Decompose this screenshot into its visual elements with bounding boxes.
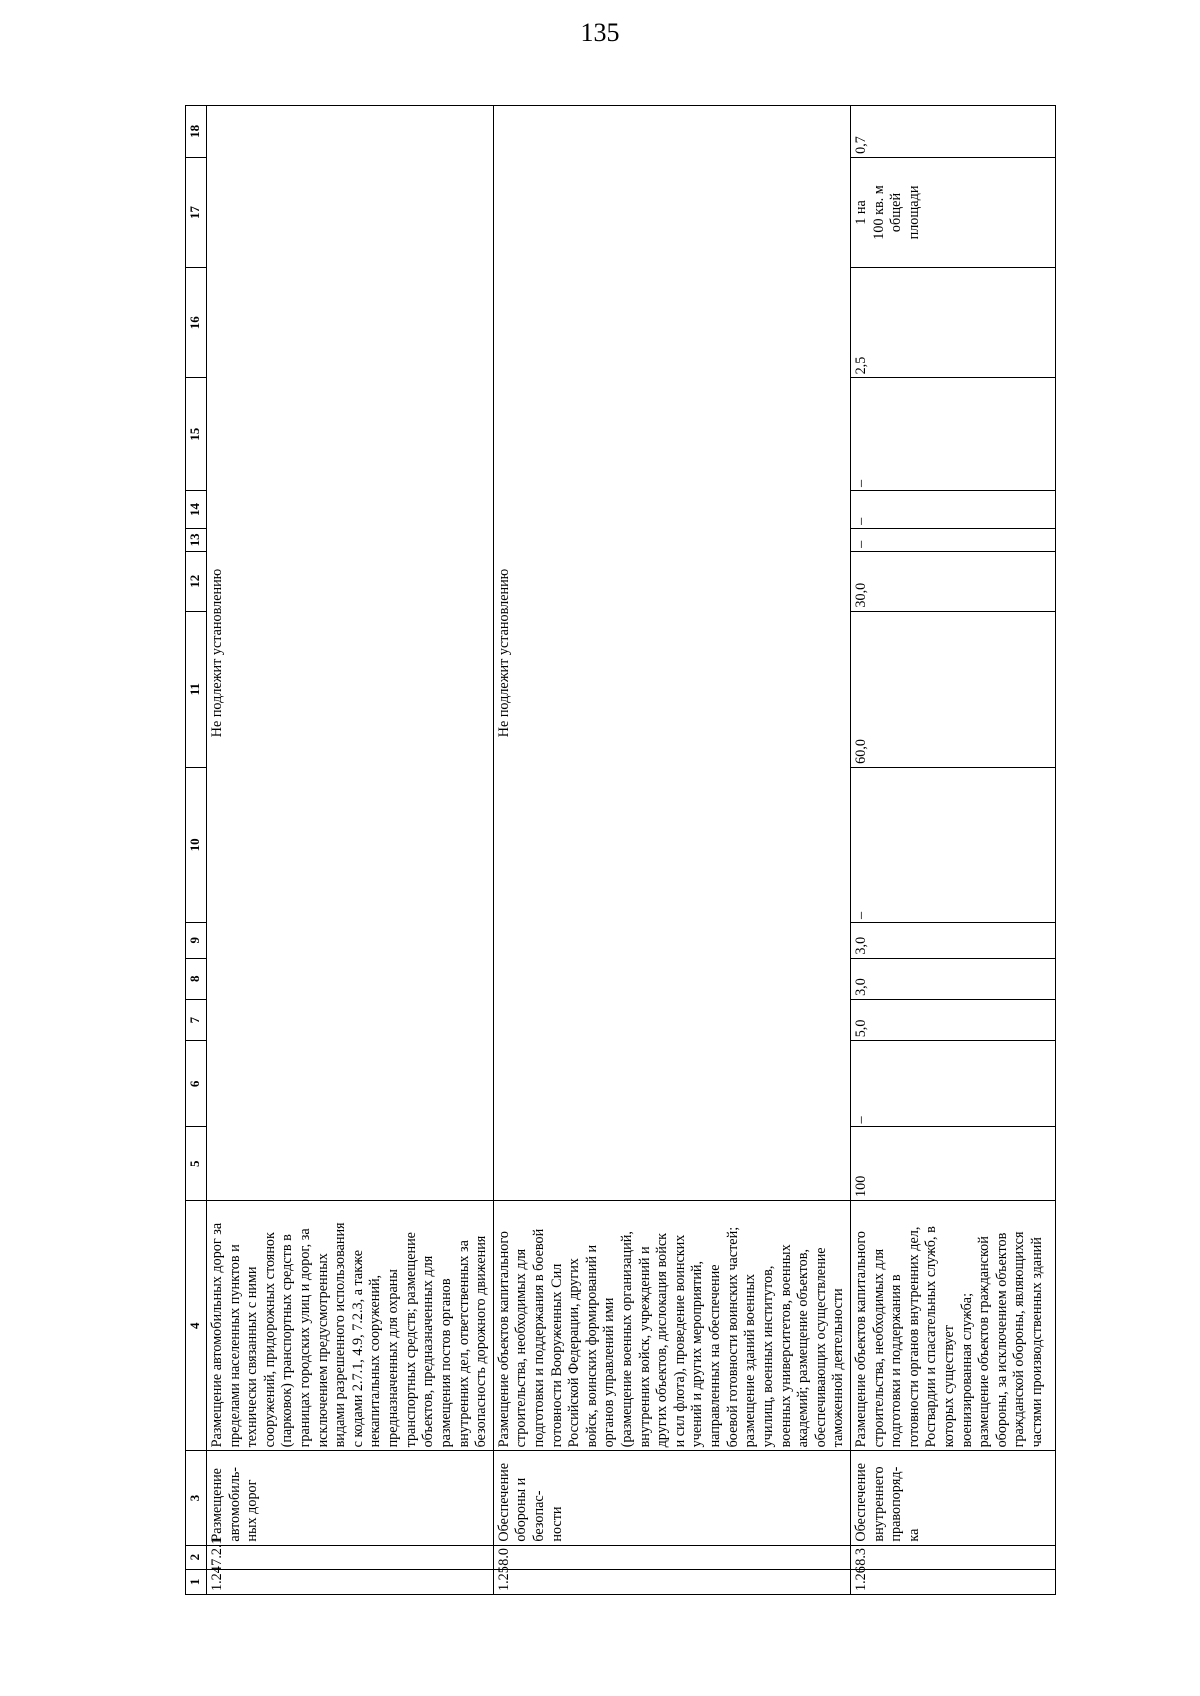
description-line: видами разрешенного использования (332, 1222, 349, 1448)
row-number-cell: 1.26 (850, 1569, 1055, 1594)
description-line: других объектов, дислокация войск (654, 1232, 671, 1448)
description-line: Размещение автомобильных дорог за (209, 1222, 225, 1448)
description-cell (493, 1200, 850, 1450)
description-line: размещение объектов гражданской (976, 1236, 993, 1448)
header-cell: 9 (186, 922, 207, 958)
code-cell: 8.0 (493, 1545, 850, 1569)
value-cell: 30,0 (850, 551, 1055, 611)
description-line: технически связанных с ними (244, 1266, 261, 1448)
description-line: направленных на обеспечение (707, 1264, 724, 1448)
description-line: подготовки и поддержания в боевой (530, 1228, 547, 1448)
header-cell: 5 (186, 1127, 207, 1201)
name-line: ных дорог (244, 1479, 261, 1542)
name-line: Размещение (209, 1468, 225, 1542)
value-cell: 60,0 (850, 611, 1055, 767)
value-cell: – (850, 528, 1055, 551)
header-cell: 15 (186, 378, 207, 491)
page-number: 135 (580, 18, 620, 47)
description-line: готовности органов внутренних дел, (905, 1226, 922, 1448)
description-line: внутренних войск, учреждений и (636, 1246, 653, 1448)
code-cell: 8.3 (850, 1545, 1055, 1569)
description-line: частями производственных зданий (1029, 1237, 1046, 1448)
value-cell: 2,5 (850, 268, 1055, 378)
description-line: боевой готовности воинских частей; (724, 1226, 741, 1448)
header-cell: 4 (186, 1200, 207, 1450)
header-row (186, 106, 207, 1595)
name-line: автомобиль- (226, 1466, 243, 1542)
header-cell: 3 (186, 1451, 207, 1545)
not-applicable-cell: Не подлежит установлению (493, 106, 850, 1201)
name-line: ка (905, 1528, 922, 1542)
header-cell: 10 (186, 767, 207, 922)
header-cell: 14 (186, 491, 207, 529)
header-cell: 2 (186, 1545, 207, 1569)
regulations-table (185, 105, 1056, 1595)
description-line: границах городских улиц и дорог, за (297, 1228, 314, 1448)
value-cell: 100 (850, 1127, 1055, 1201)
description-line: училищ, военных институтов, (759, 1265, 776, 1448)
value-cell: 0,7 (850, 106, 1055, 158)
rotated-table (185, 105, 1046, 1595)
description-line: безопасность дорожного движения (473, 1235, 490, 1448)
row-number-cell: 1.24 (207, 1569, 494, 1594)
table-row (207, 106, 494, 1595)
table-row (850, 106, 1055, 1595)
description-line: предназначенных для охраны (385, 1269, 402, 1448)
description-line: (парковок) транспортных средств в (279, 1234, 296, 1448)
description-line: органов управлений ими (601, 1297, 618, 1448)
header-cell: 8 (186, 958, 207, 999)
description-line: с кодами 2.7.1, 4.9, 7.2.3, а также (349, 1249, 366, 1448)
name-line: внутреннего (870, 1466, 887, 1542)
description-line: некапитальных сооружений, (367, 1274, 384, 1448)
description-line: военных университетов, военных (777, 1244, 794, 1448)
description-line: и сил флота), проведение воинских (671, 1234, 688, 1448)
description-line: гражданской обороны, являющихся (1011, 1231, 1028, 1448)
description-line: учений и других мероприятий, (689, 1260, 706, 1448)
description-line: транспортных средств; размещение (402, 1232, 419, 1448)
name-cell (207, 1451, 494, 1545)
header-cell: 11 (186, 611, 207, 767)
description-line: войск, воинских формирований и (583, 1244, 600, 1448)
name-line: Обеспечение (852, 1462, 869, 1542)
header-cell: 17 (186, 157, 207, 267)
value-cell: – (850, 491, 1055, 529)
not-applicable-cell: Не подлежит установлению (207, 106, 494, 1201)
header-cell: 1 (186, 1569, 207, 1594)
header-cell: 18 (186, 106, 207, 158)
description-line: подготовки и поддержания в (888, 1274, 905, 1448)
header-cell: 13 (186, 528, 207, 551)
value-cell: – (850, 1041, 1055, 1127)
description-line: объектов, предназначенных для (420, 1255, 437, 1448)
description-line: академий; размещение объектов, (795, 1248, 812, 1448)
description-line: обеспечивающих осуществление (812, 1247, 829, 1448)
description-line: сооружений, придорожных стоянок (261, 1232, 278, 1448)
value-cell: 1 на 100 кв. м общей площади (850, 157, 1055, 267)
description-line: размещения постов органов (437, 1278, 454, 1448)
description-line: Размещение объектов капитального (852, 1231, 869, 1448)
description-cell (207, 1200, 494, 1450)
description-line: пределами населенных пунктов и (226, 1244, 243, 1448)
name-cell (493, 1451, 850, 1545)
code-cell: 7.2.1 (207, 1545, 494, 1569)
name-line: правопоряд- (888, 1466, 905, 1542)
description-line: обороны, за исключением объектов (993, 1232, 1010, 1448)
description-line: внутренних дел, ответственных за (455, 1240, 472, 1448)
description-line: Российской Федерации, других (566, 1258, 583, 1448)
value-cell: – (850, 378, 1055, 491)
row-number-cell: 1.25 (493, 1569, 850, 1594)
value-cell: 5,0 (850, 999, 1055, 1040)
name-line: обороны и (513, 1477, 530, 1542)
value-cell: – (850, 767, 1055, 922)
description-line: которых существует (940, 1325, 957, 1448)
value-cell: 3,0 (850, 922, 1055, 958)
name-cell (850, 1451, 1055, 1545)
description-line: готовности Вооруженных Сил (548, 1263, 565, 1448)
description-line: Размещение объектов капитального (495, 1231, 512, 1448)
header-cell: 16 (186, 268, 207, 378)
description-line: исключением предусмотренных (314, 1253, 331, 1448)
description-line: Росгвардии и спасательных служб, в (923, 1226, 940, 1448)
value-cell: 3,0 (850, 958, 1055, 999)
description-line: (размещение военных организаций, (619, 1231, 636, 1448)
header-cell: 7 (186, 999, 207, 1040)
description-cell (850, 1200, 1055, 1450)
name-line: Обеспечение (495, 1462, 512, 1542)
description-line: размещение зданий военных (742, 1273, 759, 1448)
name-line: ности (548, 1506, 565, 1542)
rotated-table-frame (185, 105, 1046, 1595)
table-row (493, 106, 850, 1595)
description-line: строительства, необходимых для (513, 1248, 530, 1448)
header-cell: 6 (186, 1041, 207, 1127)
description-line: военизированная служба; (958, 1292, 975, 1448)
name-line: безопас- (530, 1490, 547, 1542)
header-cell: 12 (186, 551, 207, 611)
description-line: строительства, необходимых для (870, 1248, 887, 1448)
description-line: таможенной деятельности (830, 1288, 847, 1448)
